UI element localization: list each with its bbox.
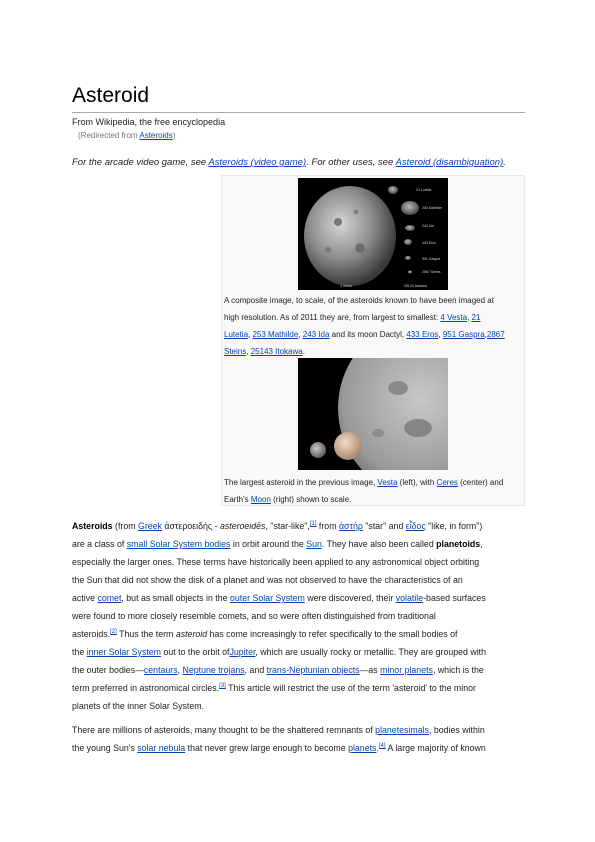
link-433-eros[interactable]: 433 Eros bbox=[406, 330, 439, 339]
link-951-gaspra[interactable]: 951 Gaspra bbox=[442, 330, 485, 339]
link-4-vesta[interactable]: 4 Vesta bbox=[440, 313, 468, 322]
hatnote-link-disambiguation[interactable]: Asteroid (disambiguation) bbox=[395, 157, 504, 168]
figure-asteroid-composite bbox=[221, 175, 525, 363]
link-comet[interactable]: comet bbox=[97, 593, 122, 603]
text-line: the inner Solar System out to the orbit ofJupiter, which are usually rocky or metallic. They are grouped with bbox=[72, 647, 487, 657]
hatnote-text: . bbox=[503, 157, 506, 168]
link-moon[interactable]: Moon bbox=[250, 495, 271, 504]
hatnote-text: For the arcade video game, see bbox=[72, 157, 209, 168]
redirect-link[interactable]: Asteroids bbox=[139, 131, 173, 140]
figure-vesta-ceres-moon bbox=[221, 356, 525, 506]
image-label: 243 Ida bbox=[422, 224, 434, 228]
link-inner-solar-system[interactable]: inner Solar System bbox=[86, 647, 162, 657]
hatnote-link-video-game[interactable]: Asteroids (video game) bbox=[208, 157, 307, 168]
text-line: There are millions of asteroids, many thought to be the shattered remnants of planetesimals, bodies within bbox=[72, 725, 485, 735]
asteroid-composite-image[interactable] bbox=[298, 178, 448, 290]
redirect-suffix: ) bbox=[172, 131, 176, 140]
ceres-shape bbox=[334, 432, 362, 460]
link-small-solar-system-bodies[interactable]: small Solar System bodies bbox=[126, 539, 231, 549]
link-neptune-trojans[interactable]: Neptune trojans bbox=[182, 665, 245, 675]
link-planetesimals[interactable]: planetesimals bbox=[375, 725, 429, 735]
term-asteroids: Asteroids bbox=[72, 521, 113, 531]
hatnote-text: . For other uses, see bbox=[306, 157, 396, 168]
link-solar-nebula[interactable]: solar nebula bbox=[137, 743, 186, 753]
image-label: 253 Mathilde bbox=[422, 206, 443, 210]
text-line: planets of the inner Solar System. bbox=[72, 701, 205, 711]
caption-line: Steins, 25143 Itokawa. bbox=[224, 347, 305, 356]
text-line: the young Sun's solar nebula that never grew large enough to become planets.[4] A large majority of known bbox=[72, 743, 486, 753]
link-25143-itokawa[interactable]: 25143 Itokawa bbox=[250, 347, 303, 356]
hatnote bbox=[72, 157, 506, 168]
vesta-ceres-moon-image[interactable] bbox=[298, 358, 448, 470]
caption-line: Lutetia, 253 Mathilde, 243 Ida and its moon Dactyl, 433 Eros, 951 Gaspra,2867 bbox=[224, 330, 505, 339]
link-ceres[interactable]: Ceres bbox=[436, 478, 458, 487]
text-line: were found to more closely resemble comets, and so were often distinguished from traditional bbox=[72, 611, 436, 621]
caption-line: high resolution. As of 2011 they are, from largest to smallest: 4 Vesta, 21 bbox=[224, 313, 481, 322]
text-line: Asteroids (from Greek ἀστεροειδής - asteroeidēs, "star-like",[1] from ἀστήρ "star" and εἶδος "like, in form") bbox=[72, 521, 483, 531]
text-line: are a class of small Solar System bodies in orbit around the Sun. They have also been called planetoids, bbox=[72, 539, 483, 549]
redirect-prefix: (Redirected from bbox=[78, 131, 140, 140]
caption-line: The largest asteroid in the previous image, Vesta (left), with Ceres (center) and bbox=[224, 478, 504, 487]
link-trans-neptunian-objects[interactable]: trans-Neptunian objects bbox=[266, 665, 360, 675]
paragraph-intro bbox=[72, 517, 525, 715]
link-21-lutetia[interactable]: 21 bbox=[471, 313, 481, 322]
link-243-ida[interactable]: 243 Ida bbox=[302, 330, 330, 339]
link-planets[interactable]: planets bbox=[348, 743, 377, 753]
tagline: From Wikipedia, the free encyclopedia bbox=[72, 117, 226, 127]
vesta-shape bbox=[310, 442, 326, 458]
caption-line: A composite image, to scale, of the asteroids known to have been imaged at bbox=[224, 296, 494, 305]
page-title: Asteroid bbox=[72, 84, 525, 113]
link-greek[interactable]: Greek bbox=[138, 521, 162, 531]
link-aster[interactable]: ἀστήρ bbox=[338, 521, 363, 531]
link-2867-steins[interactable]: 2867 bbox=[486, 330, 505, 339]
link-2867-steins[interactable]: Steins bbox=[224, 347, 247, 356]
figure1-caption bbox=[224, 292, 522, 360]
citation-4[interactable]: [4] bbox=[378, 743, 386, 749]
paragraph-origin bbox=[72, 721, 525, 757]
citation-3[interactable]: [3] bbox=[219, 683, 226, 689]
text-line: active comet, but as small objects in the outer Solar System were discovered, their volatile-based surfaces bbox=[72, 593, 486, 603]
text-line: the Sun that did not show the disk of a planet and was not observed to have the characteristics of an bbox=[72, 575, 463, 585]
text-line: especially the larger ones. These terms have historically been applied to any astronomical object orbiting bbox=[72, 557, 480, 567]
figure2-caption bbox=[224, 474, 522, 508]
image-label: 951 Gaspra bbox=[422, 257, 441, 261]
caption-line: Earth's Moon (right) shown to scale. bbox=[224, 495, 352, 504]
link-centaurs[interactable]: centaurs bbox=[143, 665, 178, 675]
text-line: the outer bodies—centaurs, Neptune trojans, and trans-Neptunian objects—as minor planets, which is the bbox=[72, 665, 484, 675]
vesta-shape bbox=[304, 186, 396, 286]
link-outer-solar-system[interactable]: outer Solar System bbox=[229, 593, 305, 603]
link-eidos[interactable]: εἶδος bbox=[405, 521, 426, 531]
link-253-mathilde[interactable]: 253 Mathilde bbox=[252, 330, 299, 339]
link-21-lutetia[interactable]: Lutetia bbox=[224, 330, 249, 339]
image-label: 21 Lutetia bbox=[416, 188, 432, 192]
redirect-note bbox=[78, 131, 175, 140]
link-vesta[interactable]: Vesta bbox=[377, 478, 398, 487]
citation-2[interactable]: [2] bbox=[110, 629, 117, 635]
image-label: 433 Eros bbox=[422, 241, 437, 245]
image-label: 4 Vesta bbox=[340, 284, 352, 288]
link-minor-planets[interactable]: minor planets bbox=[380, 665, 433, 675]
text-line: term preferred in astronomical circles.[3] This article will restrict the use of the term 'asteroid' to the minor bbox=[72, 683, 476, 693]
citation-1[interactable]: [1] bbox=[309, 521, 317, 527]
link-volatile[interactable]: volatile bbox=[395, 593, 424, 603]
link-jupiter[interactable]: Jupiter bbox=[229, 647, 256, 657]
text-line: asteroids.[2] Thus the term asteroid has come increasingly to refer specifically to the small bodies of bbox=[72, 629, 458, 639]
image-label: 2867 Steins bbox=[422, 270, 441, 274]
image-label: 25143 Itokawa bbox=[404, 284, 427, 288]
link-sun[interactable]: Sun bbox=[306, 539, 322, 549]
